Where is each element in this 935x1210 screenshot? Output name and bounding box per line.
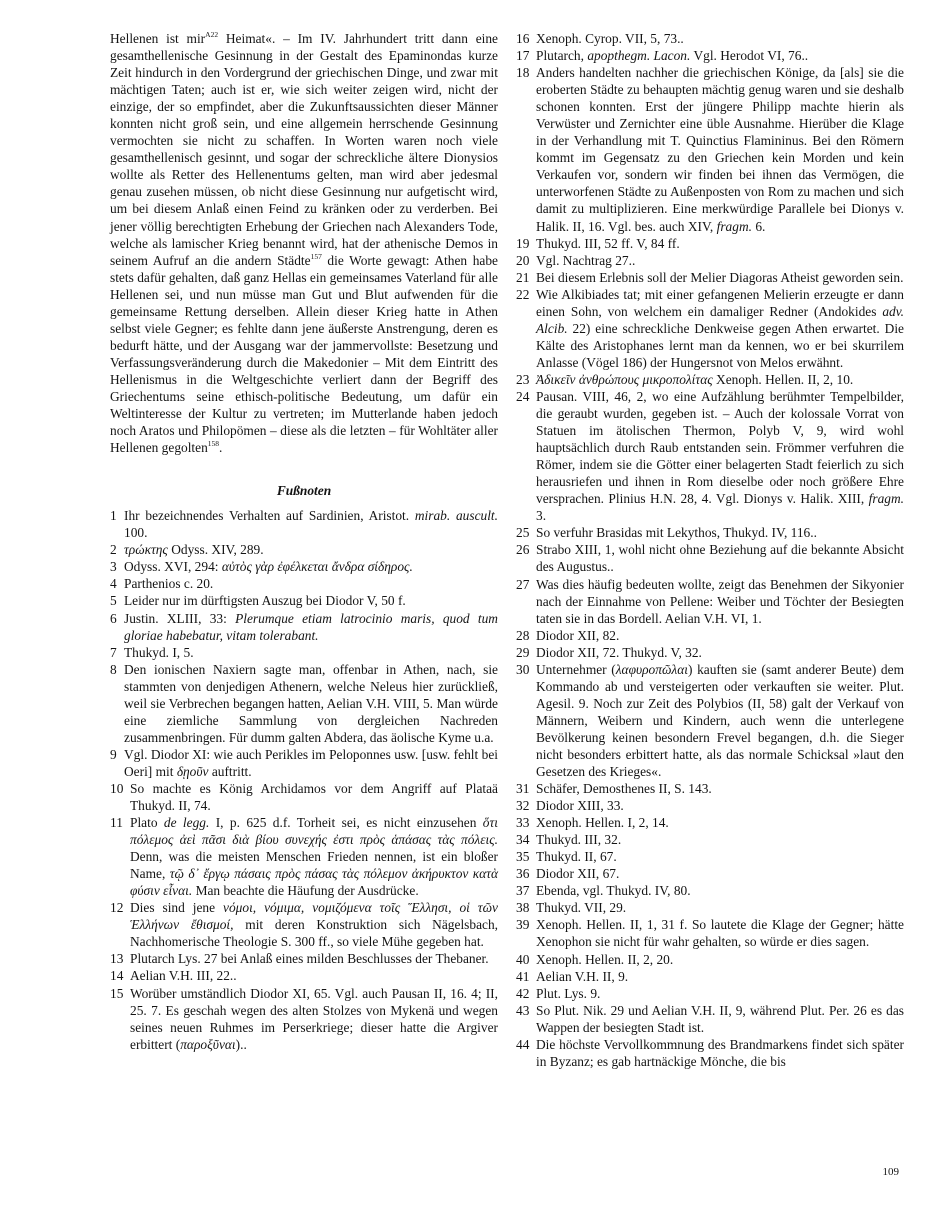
footnote-number: 2	[110, 542, 117, 558]
footnote-40	[516, 951, 904, 968]
footnote-number: 6	[110, 610, 117, 626]
footnote-text: auftritt.	[208, 763, 252, 779]
footnote-5	[110, 592, 498, 609]
footnote-number: 9	[110, 746, 117, 762]
footnote-10	[110, 780, 498, 814]
footnote-number: 21	[516, 269, 530, 285]
footnote-number: 28	[516, 627, 530, 643]
footnote-8	[110, 661, 498, 746]
footnote-18	[516, 64, 904, 234]
footnote-number: 15	[110, 985, 124, 1001]
footnote-number: 35	[516, 849, 530, 865]
footnote-text: παροξῦναι	[180, 1036, 236, 1052]
footnote-number: 14	[110, 968, 124, 984]
footnote-ref-a22: A22	[205, 30, 219, 39]
footnote-text: Was dies häufig bedeuten wollte, zeigt das Benehmen der Sikyonier nach der Einnahme von Pellene: Weiber und Töchter der Besiegten taten sie in das Bordell. Aelian V.H. VI, 1.	[536, 576, 904, 626]
footnote-text: Diodor XII, 67.	[536, 866, 620, 882]
footnote-text: fragm.	[868, 491, 904, 507]
footnote-text: Ebenda, vgl. Thukyd. IV, 80.	[536, 883, 691, 899]
footnote-text: τρώκτης	[124, 542, 168, 558]
footnote-text: 3.	[536, 508, 547, 524]
footnote-27	[516, 576, 904, 627]
footnote-13	[110, 950, 498, 967]
footnote-9	[110, 746, 498, 780]
footnote-text: Thukyd. II, 67.	[536, 849, 617, 865]
footnote-21	[516, 269, 904, 286]
footnote-text: Worüber umständlich Diodor XI, 65. Vgl. auch Pausan II, 16. 4; II, 25. 7. Es geschah wegen des alten Stolzes von Mykenä und wegen seines neuen Ruhmes im Perserkriege; dieser hatte die Argiver erbittert (	[130, 985, 498, 1052]
footnote-32	[516, 797, 904, 814]
footnote-text: ὅτι πόλεμος ἀεὶ πᾶσι διὰ βίου συνεχής ἐστι πρὸς ἁπάσας τὰς πόλεις.	[130, 815, 498, 848]
footnote-number: 43	[516, 1002, 530, 1018]
footnote-41	[516, 968, 904, 985]
footnote-text: δῃοῦν	[176, 763, 209, 779]
footnote-37	[516, 882, 904, 899]
footnote-text: Thukyd. I, 5.	[124, 644, 194, 660]
footnote-25	[516, 524, 904, 541]
footnote-number: 8	[110, 661, 117, 677]
footnote-text: Man beachte die Häufung der Ausdrücke.	[192, 883, 419, 899]
footnote-number: 34	[516, 832, 530, 848]
footnote-text: Ἀδικεῖν ἀνθρώπους μικροπολίτας	[536, 371, 713, 387]
body-text-part-4: .	[219, 440, 223, 456]
footnote-number: 23	[516, 371, 530, 387]
footnote-22	[516, 286, 904, 371]
footnote-text: Schäfer, Demosthenes II, S. 143.	[536, 781, 712, 797]
footnote-42	[516, 985, 904, 1002]
footnote-39	[516, 916, 904, 950]
footnote-31	[516, 780, 904, 797]
footnote-number: 32	[516, 798, 530, 814]
footnote-7	[110, 644, 498, 661]
footnote-text: Aelian V.H. II, 9.	[536, 968, 629, 984]
footnote-number: 42	[516, 985, 530, 1001]
footnote-29	[516, 644, 904, 661]
footnote-number: 1	[110, 508, 117, 524]
footnote-text: Xenoph. Hellen. II, 2, 10.	[712, 371, 854, 387]
footnote-text: 22) eine schreckliche Denkweise gegen Athen erwartet. Die Kälte des Aristophanes lernt man da kennen, wo er bei skurrilem Anlasse (Vögel 186) der Hungersnot von Melos erwähnt.	[536, 320, 904, 370]
footnote-12	[110, 899, 498, 950]
footnote-text: adv. Alcib.	[536, 303, 904, 336]
footnote-number: 3	[110, 559, 117, 575]
footnote-text: Plato	[130, 815, 164, 831]
footnote-text: Anders handelten nachher die griechischen Könige, da [als] sie die eroberten Städte zu behaupten mächtig genug waren und sie deshalb schonen konnten. Erst der jüngere Philipp machte hierin als Verwüster und Zernichter eine üble Ausnahme. Hierüber die Klage in der Verhandlung mit T. Quinctius Flamininus. Bei den Römern kommt im Gegensatz zu den Griechen kein Morden und kein Verkaufen vor, sondern wir finden bei ihnen das Vermögen, die unterworfenen Städte zu Außenposten von Rom zu machen und sich damit zu multiplizieren. Eine merkwürdige Parallele bei Dionys v. Halik. II, 16. Vgl. bes. auch XIV,	[536, 65, 904, 234]
footnote-text: 100.	[124, 525, 148, 541]
footnote-number: 18	[516, 65, 530, 81]
footnote-number: 41	[516, 968, 530, 984]
footnote-text: Unternehmer (	[536, 661, 616, 677]
footnote-3	[110, 558, 498, 575]
footnote-text: Aelian V.H. III, 22..	[130, 968, 237, 984]
footnote-text: de legg.	[163, 815, 210, 831]
footnote-text: 6.	[751, 218, 766, 234]
footnote-number: 37	[516, 883, 530, 899]
footnote-text: αὐτὸς γὰρ ἐφέλκεται ἄνδρα σίδηρος.	[221, 559, 413, 575]
footnote-text: λαφυροπῶλαι	[615, 661, 688, 677]
footnote-text: Diodor XIII, 33.	[536, 798, 624, 814]
footnote-text: Leider nur im dürftigsten Auszug bei Diodor V, 50 f.	[124, 593, 406, 609]
footnote-text: Thukyd. III, 32.	[536, 832, 622, 848]
footnote-text: Xenoph. Hellen. II, 1, 31 f. So lautete die Klage der Gegner; hätte Xenophon sie nicht für wahr gehalten, so würde er dies sagen.	[536, 917, 904, 950]
body-text-part-1: Hellenen ist mir	[110, 31, 206, 46]
footnote-14	[110, 967, 498, 984]
footnote-number: 44	[516, 1036, 530, 1052]
footnote-number: 36	[516, 866, 530, 882]
footnote-text: Plerumque etiam latrocinio maris, quod tum gloriae habebatur, vitam tolerabant.	[124, 610, 498, 643]
footnote-text: νόμοι, νόμιμα, νομιζόμενα τοῖς Ἕλλησι, οἱ τῶν Ἑλλήνων ἔθισμοί,	[130, 900, 498, 933]
footnotes-heading: Fußnoten	[276, 483, 332, 499]
footnote-43	[516, 1002, 904, 1036]
footnotes-list-right	[516, 30, 904, 1070]
footnote-16	[516, 30, 904, 47]
footnote-text: apopthegm. Lacon.	[587, 48, 691, 64]
footnote-23	[516, 371, 904, 388]
footnote-text: Odyss. XVI, 294:	[124, 559, 222, 575]
footnote-38	[516, 899, 904, 916]
footnote-text: Plutarch,	[536, 48, 588, 64]
footnotes-list-left	[110, 507, 498, 1053]
page-number: 109	[882, 1166, 899, 1178]
footnote-number: 12	[110, 900, 124, 916]
footnote-number: 17	[516, 48, 530, 64]
footnote-26	[516, 541, 904, 575]
footnote-text: Thukyd. III, 52 ff. V, 84 ff.	[536, 235, 680, 251]
footnote-15	[110, 985, 498, 1053]
body-text-part-2: Heimat«. – Im IV. Jahrhundert tritt dann eine gesamthellenische Gesinnung in der Gestalt des Epaminondas kurze Zeit hindurch in den Vordergrund der griechischen Dinge, und zwar mit mächtigen Taten; auch ist er, wie sich weiter zeigen wird, nicht der einzige, der so empfindet, aber die Zukunftsaussichten dieser Männer konnten nicht groß sein, und eine allgemein herrschende Gesinnung vermochten sie nicht zu schaffen. In Worten waren noch viele gesamthellenisch gesinnt, und sogar der schreckliche ältere Dionysios wollte als Retter des Hellenentums gelten, man wird aber jedesmal genau zusehen müssen, ob nicht diese Gesinnung nur aufgetischt wird, um bei diesem Anlaß einen Feind zu kränken oder zu verderben. Bei jener völlig berechtigten Erhebung der Griechen nach Alexanders Tode, welche als lamischer Krieg benannt wird, hat der athenische Demos in seinem Aufruf an die andern Städte	[110, 31, 498, 268]
footnote-text: mirab. auscult.	[414, 508, 499, 524]
footnote-number: 13	[110, 951, 124, 967]
footnote-text: Diodor XII, 72. Thukyd. V, 32.	[536, 644, 702, 660]
footnote-36	[516, 865, 904, 882]
body-paragraph	[110, 30, 498, 456]
footnote-number: 24	[516, 388, 530, 404]
footnote-text: Pausan. VIII, 46, 2, wo eine Aufzählung berühmter Tempelbilder, die geraubt wurden, gegeben ist. – Auch der kolossale Vorrat von Statuen im ätolischen Thermon, Polyb V, 9, wird wohl hauptsächlich durch Raub entstanden sein. Frömmer verfuhren die Römer, indem sie die Götter einer belagerten Stadt feierlich zu sich herausriefen und ihnen in Rom dieselbe oder noch größere Ehre versprachen. Plinius H.N. 28, 4. Vgl. Dionys v. Halik. XIII,	[536, 388, 904, 507]
footnote-number: 4	[110, 576, 117, 592]
footnote-number: 27	[516, 576, 530, 592]
footnote-4	[110, 575, 498, 592]
footnote-number: 11	[110, 815, 123, 831]
footnote-20	[516, 252, 904, 269]
footnote-text: I, p. 625 d.f. Torheit sei, es nicht einzusehen	[209, 815, 483, 831]
footnote-text: mit deren Konstruktion sich Nägelsbach, Nachhomerische Theologie S. 300 ff., so viele Mühe gegeben hat.	[130, 917, 498, 950]
footnote-number: 22	[516, 286, 530, 302]
footnote-text: Vgl. Diodor XI: wie auch Perikles im Peloponnes usw. [usw. fehlt bei Oeri] mit	[124, 746, 498, 779]
footnote-number: 38	[516, 900, 530, 916]
footnote-text: Denn, was die meisten Menschen Frieden nennen, ist ein bloßer Name,	[130, 849, 498, 882]
footnote-17	[516, 47, 904, 64]
footnote-text: ) kauften sie (samt anderer Beute) dem Kommando ab und versteigerten oder verkauften sie weiter. Plut. Agesil. 9. Noch zur Zeit des Polybios (II, 58) galt der Verkauf von Männern, Weibern und Kindern, auch wenn die unterlegene Bevölkerung keinen besondern Frevel begangen, d.h. die Sieger nicht besonders erbittert hatte, als das normale Schicksal »laut den Gesetzen des Krieges«.	[536, 661, 904, 780]
footnote-number: 7	[110, 644, 117, 660]
footnote-text: Parthenios c. 20.	[124, 576, 214, 592]
footnote-text: Vgl. Herodot VI, 76..	[690, 48, 809, 64]
footnote-number: 10	[110, 780, 124, 796]
footnote-24	[516, 388, 904, 524]
footnote-text: Ihr bezeichnendes Verhalten auf Sardinien, Aristot.	[124, 508, 415, 524]
footnote-text: Xenoph. Cyrop. VII, 5, 73..	[536, 31, 684, 46]
footnote-text: fragm.	[716, 218, 752, 234]
footnote-text: So Plut. Nik. 29 und Aelian V.H. II, 9, während Plut. Per. 26 es das Wappen der besiegten Stadt ist.	[536, 1002, 904, 1035]
footnote-35	[516, 848, 904, 865]
footnote-2	[110, 541, 498, 558]
footnote-6	[110, 610, 498, 644]
footnote-1	[110, 507, 498, 541]
footnote-number: 29	[516, 644, 530, 660]
right-column	[516, 30, 904, 1070]
footnote-text: Strabo XIII, 1, wohl nicht ohne Beziehung auf die bekannte Absicht des Augustus..	[536, 542, 904, 575]
footnote-text: Odyss. XIV, 289.	[167, 542, 264, 558]
footnote-text: Xenoph. Hellen. II, 2, 20.	[536, 951, 674, 967]
footnote-text: So machte es König Archidamos vor dem Angriff auf Plataä Thukyd. II, 74.	[130, 780, 498, 814]
footnote-number: 39	[516, 917, 530, 933]
footnote-number: 20	[516, 252, 530, 268]
footnote-text: Den ionischen Naxiern sagte man, offenbar in Athen, nach, sie stammten von denjedigen Athenern, welche Neleus hier zurückließ, weil sie Verbrechen begangen hatten, Aelian V.H. VIII, 5. Man würde eine ziemliche Sammlung von dergleichen Nachreden zusammenbringen. Für dumm galten Abdera, das äolische Kyme u.a.	[124, 661, 498, 745]
footnote-text: Vgl. Nachtrag 27..	[536, 252, 636, 268]
footnote-text: Bei diesem Erlebnis soll der Melier Diagoras Atheist geworden sein.	[536, 269, 904, 285]
footnote-number: 31	[516, 781, 530, 797]
footnote-text: Justin. XLIII, 33:	[124, 610, 236, 626]
footnote-text: Plutarch Lys. 27 bei Anlaß eines milden Beschlusses der Thebaner.	[130, 951, 489, 967]
footnote-text: Dies sind jene	[130, 900, 224, 916]
footnote-number: 16	[516, 31, 530, 46]
footnote-11	[110, 814, 498, 899]
footnote-text: )..	[235, 1036, 247, 1052]
footnote-ref-157: 157	[310, 251, 322, 261]
footnote-text: Xenoph. Hellen. I, 2, 14.	[536, 815, 669, 831]
footnote-19	[516, 235, 904, 252]
footnote-number: 40	[516, 951, 530, 967]
footnote-number: 5	[110, 593, 117, 609]
footnote-number: 26	[516, 542, 530, 558]
footnote-text: τῷ δ᾽ ἔργῳ πάσαις πρὸς πάσας τὰς πόλεμον ἀκήρυκτον κατὰ φύσιν εἶναι.	[130, 866, 498, 899]
footnote-30	[516, 661, 904, 780]
footnote-text: Plut. Lys. 9.	[536, 985, 601, 1001]
footnote-number: 25	[516, 525, 530, 541]
footnote-33	[516, 814, 904, 831]
footnote-text: Diodor XII, 82.	[536, 627, 620, 643]
body-text-part-3: die Worte gewagt: Athen habe stets dafür gehalten, daß ganz Hellas ein gemeinsames Vaterland für alle Hellenen sei, und nun müsse man Gut und Blut aufwenden für die gemeinsame Rettung derselben. Allein dieser Krieg hatte in Athen selbst viele Gegner; es fehlte dann jene äußerste Anstrengung, deren es bedurft hätte, und der Ausgang war der jammervollste: Besetzung und Verfassungsveränderung durch die Makedonier – Mit dem Eintritt des Hellenismus in die Weltgeschichte verliert dann der Begriff des Griechentums seine ethisch-politische Bedeutung, um dafür ein Weltinteresse der Kultur zu vertreten; im Mutterlande haben jedoch noch Aratos und Philopömen – diese als die letzten – für Wohltäter aller Hellenen gegolten	[110, 252, 498, 456]
footnote-34	[516, 831, 904, 848]
footnote-text: Thukyd. VII, 29.	[536, 900, 627, 916]
footnote-number: 33	[516, 815, 530, 831]
footnote-ref-158: 158	[207, 439, 220, 449]
footnote-28	[516, 627, 904, 644]
left-column	[110, 30, 498, 1053]
footnote-number: 19	[516, 235, 530, 251]
footnote-number: 30	[516, 661, 530, 677]
footnote-text: Wie Alkibiades tat; mit einer gefangenen Melierin erzeugte er dann einen Sohn, von welchem ein damaliger Redner (Andokides	[536, 286, 904, 319]
footnote-text: So verfuhr Brasidas mit Lekythos, Thukyd. IV, 116..	[536, 525, 817, 541]
footnote-text: Die höchste Vervollkommnung des Brandmarkens findet sich später in Byzanz; es gab hartnäckige Mönche, die bis	[536, 1036, 904, 1069]
footnote-44	[516, 1036, 904, 1070]
